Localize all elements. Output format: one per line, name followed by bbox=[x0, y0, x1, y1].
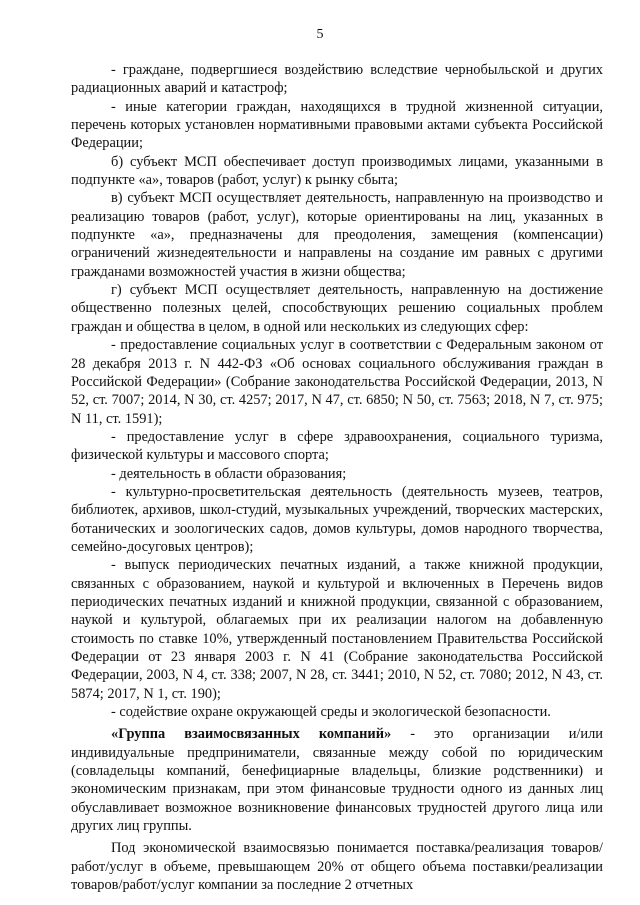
paragraph: - предоставление социальных услуг в соответствии с Федеральным законом от 28 декабря 2013 г. N 442-ФЗ «Об основах социального обслуживания граждан в Российской Федерации» (Собрание законодательства Российской Федерации, 2013, N 52, ст. 7007; 2014, N 30, ст. 4257; 2017, N 47, ст. 6850; N 50, ст. 7563; 2018, N 7, ст. 975; N 11, ст. 1591); bbox=[71, 337, 603, 427]
paragraph: - предоставление услуг в сфере здравоохранения, социального туризма, физической культуры и массового спорта; bbox=[71, 428, 603, 464]
definition-paragraph bbox=[71, 725, 603, 835]
definition-body: - это организации и/или индивидуальные предприниматели, связанные между собой по юридическим (совладельцы компаний, бенефициарные владельцы, близкие родственники) и экономическим признакам, при этом финансовые трудности одного из данных лиц обуславливает возможное возникновение финансовых трудностей другого лица или других лиц группы. bbox=[71, 726, 603, 835]
paragraph: Под экономической взаимосвязью понимается поставка/реализация товаров/работ/услуг в объеме, превышающем 20% от общего объема поставки/реализации товаров/работ/услуг компании за последние 2 отчетных bbox=[71, 840, 603, 894]
paragraph: г) субъект МСП осуществляет деятельность, направленную на достижение общественно полезных целей, способствующих решению социальных проблем граждан и общества в целом, в одной или нескольких из следующих сфер: bbox=[71, 282, 603, 335]
paragraph: - иные категории граждан, находящихся в трудной жизненной ситуации, перечень которых установлен нормативными правовыми актами субъекта Российской Федерации; bbox=[71, 98, 603, 152]
paragraph: - культурно-просветительская деятельность (деятельность музеев, театров, библиотек, архивов, школ-студий, музыкальных учреждений, творческих мастерских, ботанических и зоологических садов, домов культуры, домов народного творчества, семейно-досуговых центров); bbox=[71, 483, 603, 555]
paragraph: - содействие охране окружающей среды и экологической безопасности. bbox=[111, 704, 551, 721]
paragraph: - граждане, подвергшиеся воздействию вследствие чернобыльской и других радиационных аварий и катастроф; bbox=[71, 62, 603, 97]
paragraph: - деятельность в области образования; bbox=[111, 465, 347, 482]
document-body bbox=[71, 61, 603, 894]
definition-term: «Группа взаимосвязанных компаний» bbox=[111, 726, 392, 743]
paragraph: б) субъект МСП обеспечивает доступ производимых лицами, указанными в подпункте «а», товаров (работ, услуг) к рынку сбыта; bbox=[71, 153, 603, 189]
paragraph: - выпуск периодических печатных изданий, а также книжной продукции, связанных с образованием, наукой и культурой и включенных в Перечень видов периодических печатных изданий и книжной продукции, связанной с образованием, наукой и культурой, облагаемых при их реализации налогом на добавленную стоимость по ставке 10%, утвержденный постановлением Правительства Российской Федерации от 23 января 2003 г. N 41 (Собрание законодательства Российской Федерации, 2003, N 4, ст. 338; 2007, N 28, ст. 3441; 2010, N 52, ст. 7080; 2012, N 43, ст. 5874; 2017, N 1, ст. 190); bbox=[71, 557, 603, 702]
page-number: 5 bbox=[316, 27, 324, 42]
paragraph: в) субъект МСП осуществляет деятельность, направленную на производство и реализацию товаров (работ, услуг), которые ориентированы на лиц, указанных в подпункте «а», предназначены для преодоления, замещения (компенсации) ограничений жизнедеятельности и направлены на создание им равных с другими гражданами возможностей участия в жизни общества; bbox=[71, 190, 603, 280]
